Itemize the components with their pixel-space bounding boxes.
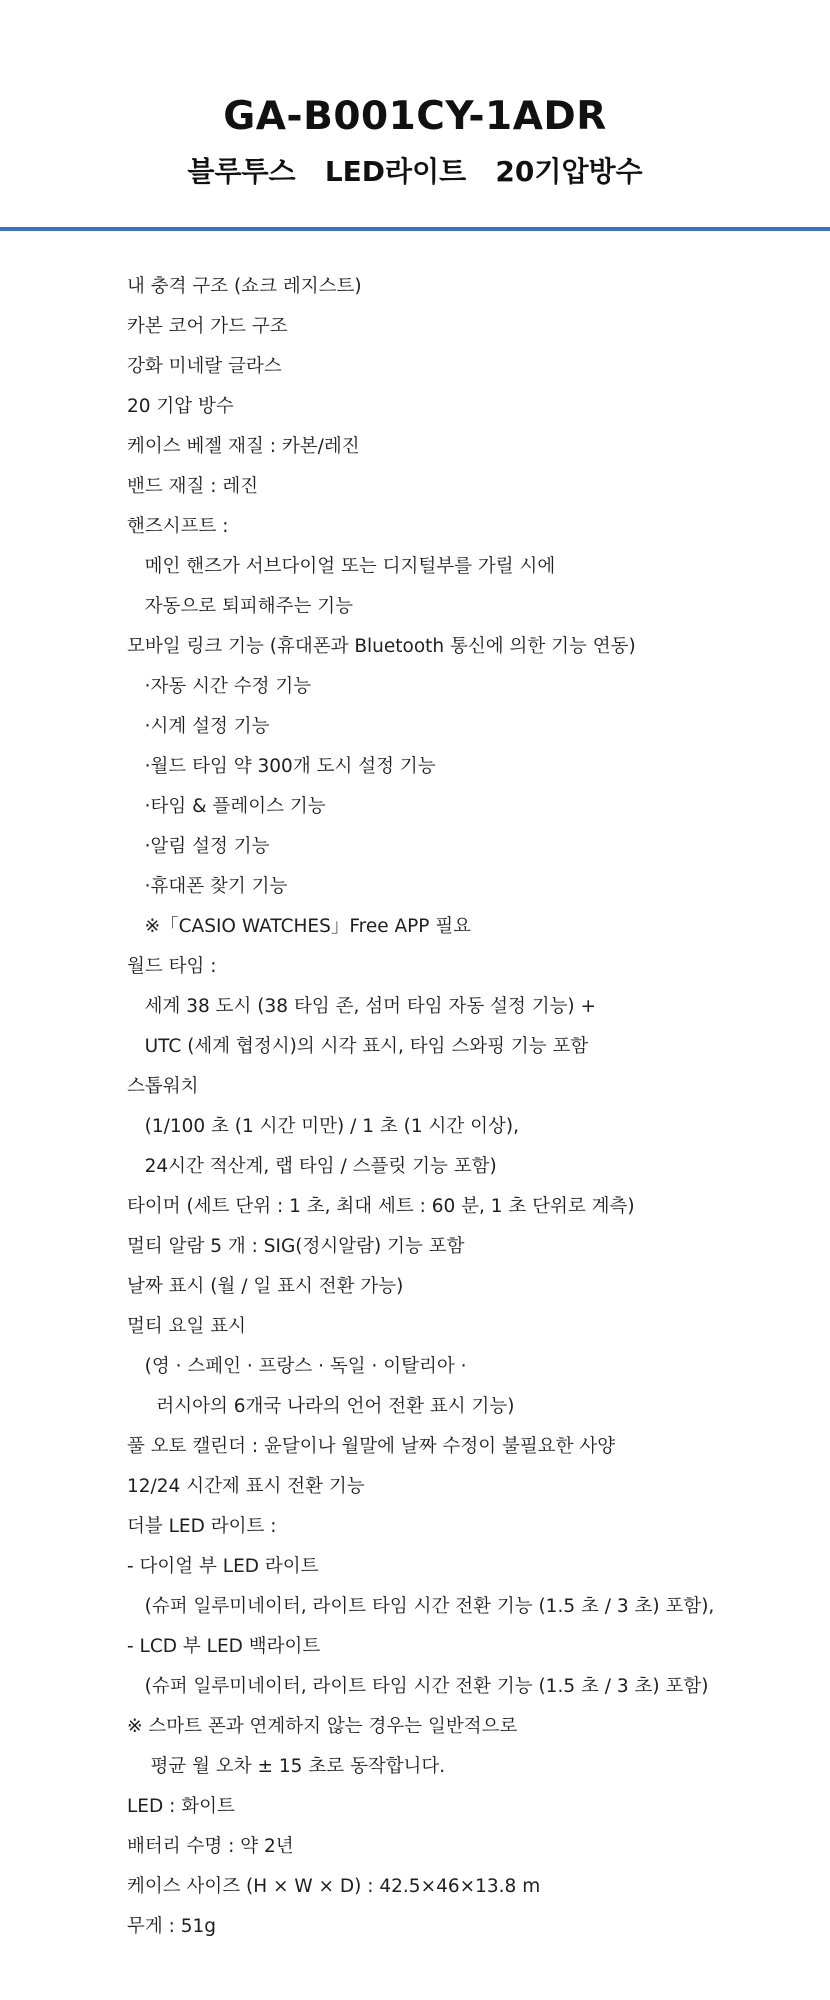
spec-line: LED : 화이트	[127, 1796, 235, 1817]
spec-line: 풀 오토 캘린더 : 윤달이나 월말에 날짜 수정이 불필요한 사양	[127, 1436, 616, 1457]
spec-line: 밴드 재질 : 레진	[127, 476, 259, 497]
spec-line: 타이머 (세트 단위 : 1 초, 최대 세트 : 60 분, 1 초 단위로 계측)	[127, 1196, 635, 1217]
spec-line: 핸즈시프트 :	[127, 516, 229, 537]
spec-line: ※「CASIO WATCHES」Free APP 필요	[127, 916, 472, 937]
spec-line: ·타임 & 플레이스 기능	[127, 796, 326, 817]
spec-line: 더블 LED 라이트 :	[127, 1516, 277, 1537]
spec-line: 세계 38 도시 (38 타임 존, 섬머 타임 자동 설정 기능) +	[127, 996, 597, 1017]
spec-line: 20 기압 방수	[127, 396, 234, 417]
spec-line: (슈퍼 일루미네이터, 라이트 타임 시간 전환 기능 (1.5 초 / 3 초) 포함)	[127, 1676, 709, 1697]
feature-subtitle: 블루투스 LED라이트 20기압방수	[187, 155, 643, 188]
spec-line: 카본 코어 가드 구조	[127, 316, 288, 337]
spec-line: 멀티 알람 5 개 : SIG(정시알람) 기능 포함	[127, 1236, 465, 1257]
spec-line: ·시계 설정 기능	[127, 716, 270, 737]
spec-line: 평균 월 오차 ± 15 초로 동작합니다.	[127, 1756, 446, 1777]
spec-line: 케이스 사이즈 (H × W × D) : 42.5×46×13.8 m	[127, 1876, 541, 1897]
spec-line: ※ 스마트 폰과 연계하지 않는 경우는 일반적으로	[127, 1716, 518, 1737]
spec-line: (영 · 스페인 · 프랑스 · 독일 · 이탈리아 ·	[127, 1356, 467, 1377]
spec-line: 내 충격 구조 (쇼크 레지스트)	[127, 276, 362, 297]
spec-line: ·자동 시간 수정 기능	[127, 676, 312, 697]
header-divider	[0, 227, 830, 231]
spec-line: ·알림 설정 기능	[127, 836, 270, 857]
spec-line: 스톱워치	[127, 1076, 199, 1097]
spec-line: 러시아의 6개국 나라의 언어 전환 표시 기능)	[127, 1396, 515, 1417]
spec-line: 날짜 표시 (월 / 일 표시 전환 가능)	[127, 1276, 404, 1297]
spec-line: ·휴대폰 찾기 기능	[127, 876, 288, 897]
spec-line: 배터리 수명 : 약 2년	[127, 1836, 294, 1857]
model-title: GA-B001CY-1ADR	[223, 94, 607, 139]
spec-line: 케이스 베젤 재질 : 카본/레진	[127, 436, 360, 457]
spec-line: UTC (세계 협정시)의 시각 표시, 타임 스와핑 기능 포함	[127, 1036, 589, 1057]
spec-line: 메인 핸즈가 서브다이얼 또는 디지털부를 가릴 시에	[127, 556, 556, 577]
spec-line: 자동으로 퇴피해주는 기능	[127, 596, 353, 617]
spec-line: (1/100 초 (1 시간 미만) / 1 초 (1 시간 이상),	[127, 1116, 519, 1137]
spec-line: 24시간 적산계, 랩 타임 / 스플릿 기능 포함)	[127, 1156, 497, 1177]
spec-line: 멀티 요일 표시	[127, 1316, 246, 1337]
spec-line: (슈퍼 일루미네이터, 라이트 타임 시간 전환 기능 (1.5 초 / 3 초) 포함),	[127, 1596, 715, 1617]
spec-list	[0, 267, 830, 1947]
spec-line: - 다이얼 부 LED 라이트	[127, 1556, 319, 1577]
spec-line: - LCD 부 LED 백라이트	[127, 1636, 321, 1657]
spec-line: 12/24 시간제 표시 전환 기능	[127, 1476, 365, 1497]
spec-line: ·월드 타임 약 300개 도시 설정 기능	[127, 756, 436, 777]
spec-line: 강화 미네랄 글라스	[127, 356, 282, 377]
spec-line: 모바일 링크 기능 (휴대폰과 Bluetooth 통신에 의한 기능 연동)	[127, 636, 636, 657]
spec-line: 월드 타임 :	[127, 956, 217, 977]
product-header	[0, 0, 830, 230]
spec-line: 무게 : 51g	[127, 1916, 217, 1937]
